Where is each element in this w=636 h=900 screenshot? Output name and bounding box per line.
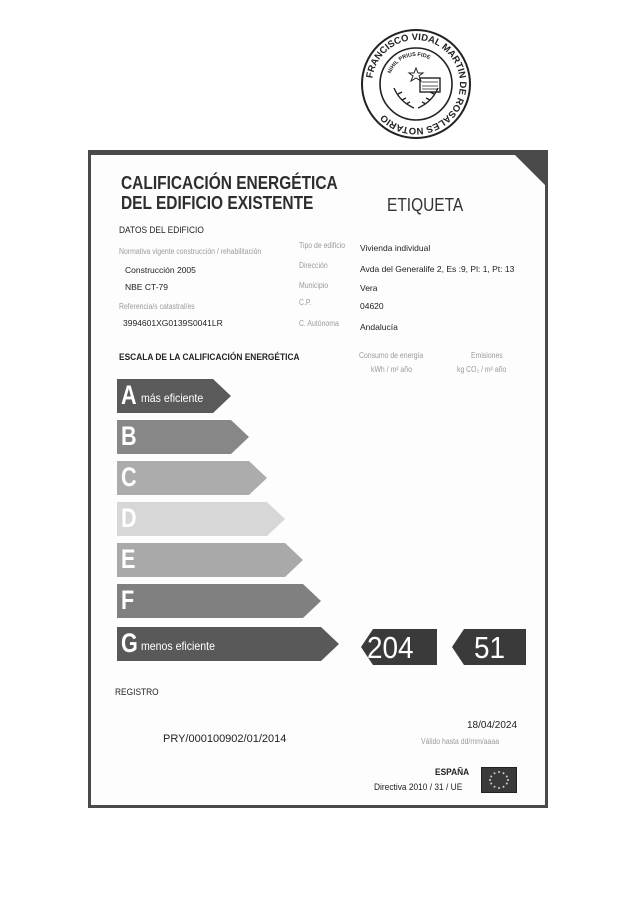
- scale-arrow-a: [117, 379, 231, 413]
- country-label: ESPAÑA: [435, 767, 470, 778]
- energy-label-card: [88, 150, 548, 808]
- directive-label: Directiva 2010 / 31 / UE: [374, 782, 463, 793]
- valid-date: 18/04/2024: [467, 720, 518, 731]
- seal-ring-text: FRANCISCO VIDAL MARTIN DE ROSALES NOTARIO: [364, 31, 469, 137]
- registro-value: PRY/000100902/01/2014: [163, 733, 287, 745]
- scale-arrow-f: [117, 584, 321, 618]
- field-label-tipo: Tipo de edificio: [299, 241, 346, 250]
- consumo-value: 204: [367, 630, 414, 665]
- emisiones-unit: kg CO₂ / m² año: [457, 365, 507, 374]
- seal-motto: NIHIL PRIUS FIDE: [387, 51, 432, 75]
- notary-seal: [360, 28, 472, 137]
- consumo-rating-indicator: [361, 629, 437, 665]
- escala-title: ESCALA DE LA CALIFICACIÓN ENERGÉTICA: [119, 352, 300, 363]
- notary-seal-graphic: [360, 28, 472, 140]
- scale-arrow-e: [117, 543, 303, 577]
- field-value-municipio: Vera: [360, 283, 378, 293]
- scale-desc-a: más eficiente: [141, 391, 204, 405]
- referencia-value: 3994601XG0139S0041LR: [123, 318, 223, 328]
- section-datos-title: DATOS DEL EDIFICIO: [119, 225, 204, 236]
- field-value-tipo: Vivienda individual: [360, 243, 431, 253]
- label-title-line1: CALIFICACIÓN ENERGÉTICA: [121, 173, 338, 193]
- emisiones-value: 51: [474, 630, 506, 665]
- consumo-unit: kWh / m² año: [371, 365, 412, 374]
- consumo-header: Consumo de energía: [359, 351, 424, 360]
- emisiones-rating-indicator: [452, 629, 526, 665]
- normativa-label: Normativa vigente construcción / rehabilitación: [119, 247, 262, 256]
- registro-label: REGISTRO: [115, 687, 159, 698]
- emisiones-header: Emisiones: [471, 351, 503, 360]
- scale-desc-g: menos eficiente: [141, 639, 215, 653]
- label-title-line2: DEL EDIFICIO EXISTENTE: [121, 193, 314, 213]
- field-label-autonomia: C. Autónoma: [299, 319, 339, 328]
- field-value-direccion: Avda del Generalife 2, Es :9, Pl: 1, Pt: 13: [360, 264, 515, 274]
- scale-arrow-c: [117, 461, 267, 495]
- scale-letter-f: F: [121, 585, 135, 615]
- scale-letter-b: B: [121, 421, 137, 451]
- normativa-value-1: Construcción 2005: [125, 265, 196, 275]
- scale-letter-a: A: [121, 380, 137, 410]
- field-value-cp: 04620: [360, 301, 384, 311]
- scale-letter-e: E: [121, 544, 136, 574]
- normativa-value-2: NBE CT-79: [125, 282, 168, 292]
- field-label-municipio: Municipio: [299, 281, 329, 290]
- scale-arrow-b: [117, 420, 249, 454]
- referencia-label: Referencia/s catastral/es: [119, 302, 195, 311]
- scale-letter-c: C: [121, 462, 137, 492]
- label-corner-fold: [510, 150, 548, 188]
- scale-letter-d: D: [121, 503, 137, 533]
- eu-flag-icon: [481, 767, 517, 793]
- scale-arrow-d: [117, 502, 285, 536]
- field-value-autonomia: Andalucía: [360, 322, 398, 332]
- label-etiqueta: ETIQUETA: [387, 195, 464, 215]
- valid-label: Válido hasta dd/mm/aaaa: [421, 737, 500, 746]
- scale-letter-g: G: [121, 628, 138, 658]
- field-label-direccion: Dirección: [299, 261, 328, 270]
- scale-arrow-g: [117, 627, 339, 661]
- field-label-cp: C.P.: [299, 298, 312, 307]
